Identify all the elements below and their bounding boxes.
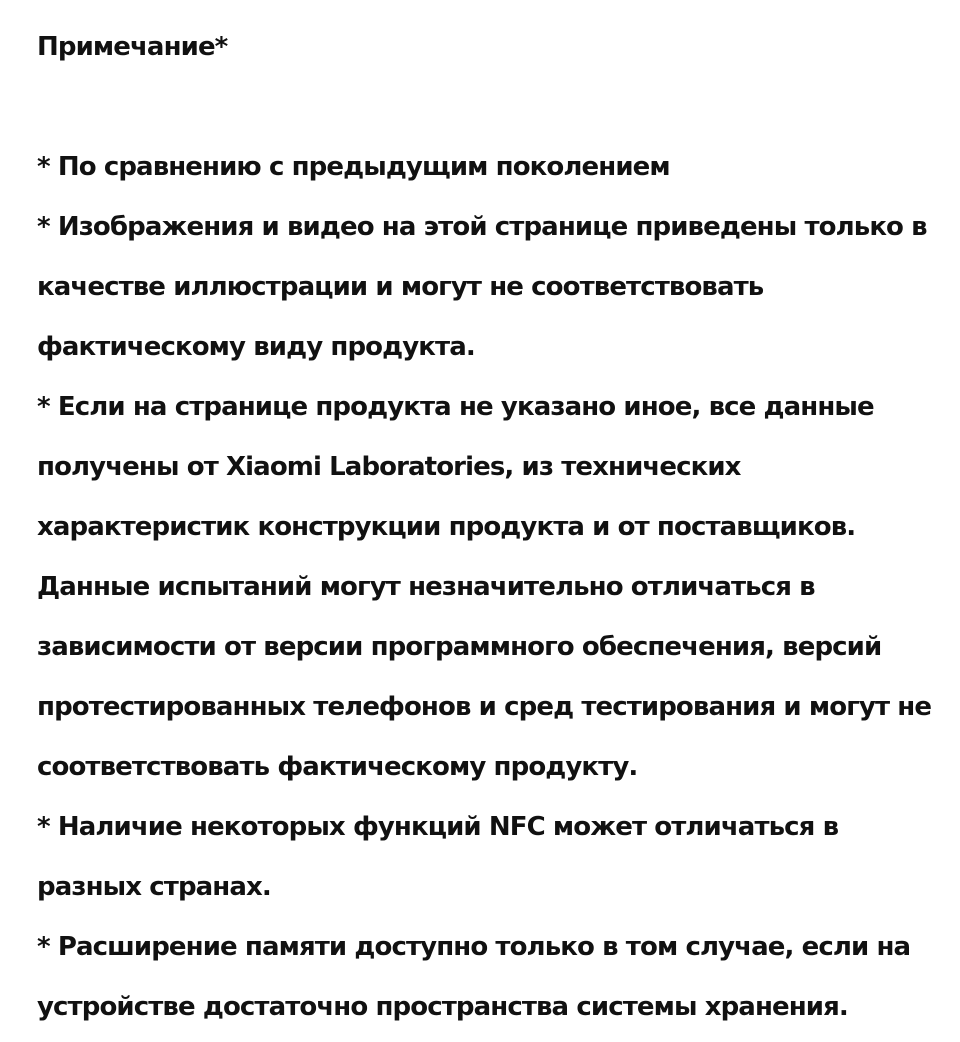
note-item-nfc-availability: * Наличие некоторых функций NFC может отличаться в разных странах. [37,812,839,902]
disclaimer-notes [37,17,937,1037]
note-item-data-source: * Если на странице продукта не указано иное, все данные получены от Xiaomi Laboratories, из технических характеристик конструкции продукта и от поставщиков. Данные испытаний могут незначительно отличаться в зависимости от версии программного обеспечения, версий протестированных телефонов и сред тестирования и могут не соответствовать фактическому продукту. [37,392,932,782]
note-item-previous-generation: * По сравнению с предыдущим поколением [37,152,670,182]
note-item-memory-extension: * Расширение памяти доступно только в том случае, если на устройстве достаточно пространства системы хранения. [37,932,911,1022]
note-item-illustration-disclaimer: * Изображения и видео на этой странице приведены только в качестве иллюстрации и могут не соответствовать фактическому виду продукта. [37,212,927,362]
notes-title: Примечание* [37,32,228,62]
